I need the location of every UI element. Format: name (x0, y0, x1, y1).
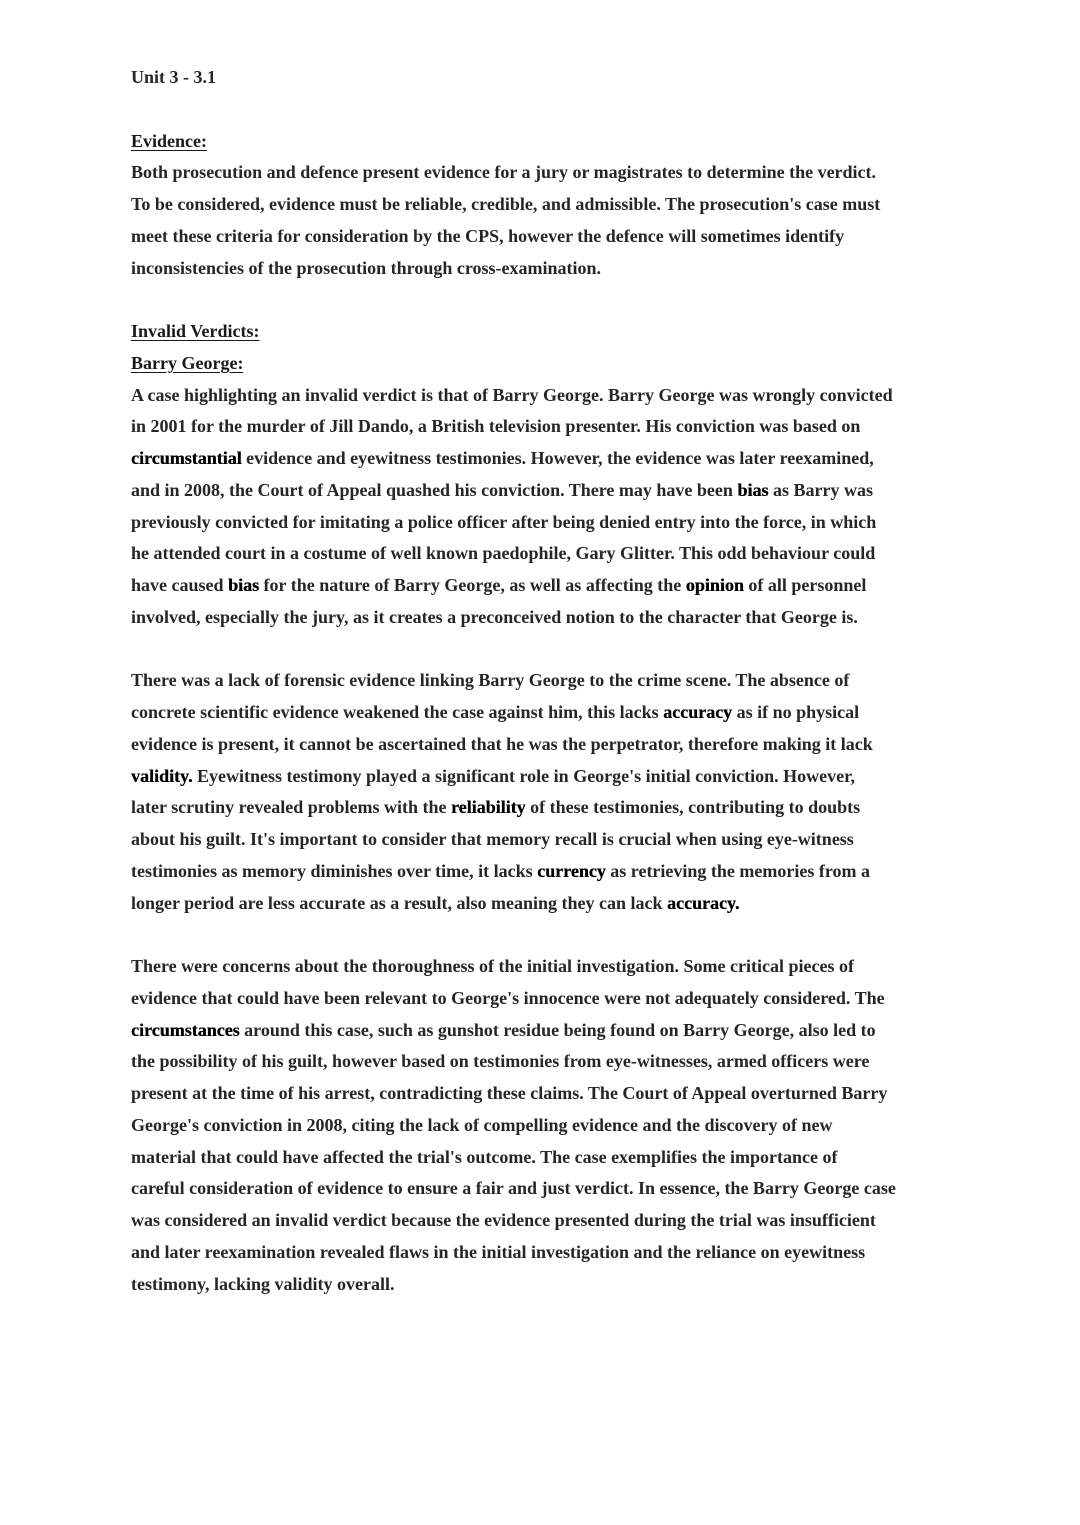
text-run: for the nature of Barry George, as well as affecting the (259, 575, 686, 595)
section-heading: Evidence: (131, 130, 207, 151)
text-run: evidence and eyewitness testimonies. However, the evidence was later reexamined, (241, 448, 874, 468)
text-run: was considered an invalid verdict because the evidence presented during the trial was insufficient (131, 1210, 876, 1230)
spacer (131, 919, 971, 951)
text-run: and in 2008, the Court of Appeal quashed his conviction. There may have been (131, 479, 738, 500)
text-run: of all personnel (743, 575, 867, 595)
text-run: as retrieving the memories from a (605, 860, 871, 881)
text-line (131, 189, 971, 221)
text-line (131, 1046, 971, 1078)
text-run: have caused (131, 575, 229, 595)
emphasized-term: circumstances (131, 1019, 240, 1040)
text-run: Eyewitness testimony played a significant role in George's initial conviction. However, (192, 765, 855, 786)
spacer (131, 94, 971, 126)
text-run: in 2001 for the murder of Jill Dando, a British television presenter. His conviction was based on (131, 416, 861, 437)
emphasized-term: bias (228, 575, 260, 595)
emphasized-term: accuracy. (666, 892, 740, 913)
text-line (131, 1269, 971, 1301)
text-line (131, 983, 971, 1015)
text-line (131, 538, 971, 570)
text-run: as Barry was (768, 479, 873, 500)
text-run: evidence that could have been relevant to George's innocence were not adequately considered. The (131, 987, 885, 1008)
text-line (131, 157, 971, 189)
text-line (131, 475, 971, 507)
text-run: Both prosecution and defence present evidence for a jury or magistrates to determine the verdict. (131, 162, 877, 183)
text-run: about his guilt. It's important to consider that memory recall is crucial when using eye-witness (131, 829, 854, 849)
text-line (131, 888, 971, 920)
text-line (131, 1142, 971, 1174)
spacer (131, 284, 971, 316)
text-line (131, 253, 971, 285)
section-subheading: Barry George: (131, 352, 244, 373)
text-line (131, 411, 971, 443)
text-run: of these testimonies, contributing to doubts (525, 797, 861, 818)
text-line (131, 792, 971, 824)
section-heading: Invalid Verdicts: (131, 321, 260, 341)
unit-title: Unit 3 - 3.1 (131, 67, 216, 87)
text-line (131, 380, 971, 412)
text-line (131, 443, 971, 475)
text-line (131, 1237, 971, 1269)
text-run: evidence is present, it cannot be ascertained that he was the perpetrator, therefore making it lack (131, 733, 873, 754)
text-run: involved, especially the jury, as it creates a preconceived notion to the character that George is. (131, 606, 858, 627)
text-run: around this case, such as gunshot residue being found on Barry George, also led to (239, 1019, 876, 1040)
text-run: and later reexamination revealed flaws in the initial investigation and the reliance on eyewitness (131, 1241, 866, 1262)
document-page (131, 62, 971, 1300)
text-run: testimony, lacking validity overall. (131, 1273, 395, 1294)
emphasized-term: validity. (131, 765, 193, 786)
text-line (131, 507, 971, 539)
text-run: previously convicted for imitating a police officer after being denied entry into the force, in which (131, 511, 877, 532)
text-run: There were concerns about the thoroughness of the initial investigation. Some critical pieces of (131, 956, 854, 976)
text-run: George's conviction in 2008, citing the lack of compelling evidence and the discovery of new (131, 1114, 833, 1135)
text-run: longer period are less accurate as a result, also meaning they can lack (131, 892, 667, 913)
text-run: concrete scientific evidence weakened the case against him, this lacks (131, 702, 664, 722)
paragraph (131, 665, 971, 919)
text-run: testimonies as memory diminishes over time, it lacks (131, 860, 538, 881)
emphasized-term: bias (737, 479, 769, 500)
text-line (131, 1205, 971, 1237)
text-line (131, 1173, 971, 1205)
text-run: the possibility of his guilt, however based on testimonies from eye-witnesses, armed officers were (131, 1051, 870, 1072)
text-run: as if no physical (732, 702, 860, 722)
section (131, 126, 971, 285)
text-line (131, 824, 971, 856)
text-run: careful consideration of evidence to ensure a fair and just verdict. In essence, the Barry George case (131, 1178, 896, 1199)
text-line (131, 856, 971, 888)
emphasized-term: currency (537, 860, 606, 881)
text-run: material that could have affected the trial's outcome. The case exemplifies the importance of (131, 1146, 838, 1167)
emphasized-term: opinion (685, 575, 744, 595)
document-body (131, 126, 971, 1301)
text-line (131, 951, 971, 983)
text-run: To be considered, evidence must be reliable, credible, and admissible. The prosecution's case must (131, 194, 881, 214)
text-run: later scrutiny revealed problems with the (131, 797, 451, 818)
emphasized-term: reliability (450, 797, 526, 818)
paragraph (131, 380, 971, 634)
paragraph (131, 951, 971, 1300)
text-line (131, 697, 971, 729)
text-run: There was a lack of forensic evidence linking Barry George to the crime scene. The absence of (131, 670, 850, 691)
paragraph (131, 157, 971, 284)
text-run: inconsistencies of the prosecution through cross-examination. (131, 257, 602, 278)
text-line (131, 1015, 971, 1047)
text-line (131, 602, 971, 634)
text-line (131, 761, 971, 793)
text-line (131, 570, 971, 602)
emphasized-term: accuracy (663, 702, 733, 722)
text-run: present at the time of his arrest, contradicting these claims. The Court of Appeal overturned Barry (131, 1083, 888, 1103)
text-line (131, 665, 971, 697)
text-line (131, 1078, 971, 1110)
emphasized-term: circumstantial (131, 448, 242, 468)
text-run: meet these criteria for consideration by the CPS, however the defence will sometimes identify (131, 225, 845, 246)
text-run: he attended court in a costume of well known paedophile, Gary Glitter. This odd behaviour could (131, 543, 876, 564)
section (131, 316, 971, 1300)
spacer (131, 634, 971, 666)
text-line (131, 221, 971, 253)
text-run: A case highlighting an invalid verdict is that of Barry George. Barry George was wrongly convicted (131, 384, 893, 405)
text-line (131, 729, 971, 761)
text-line (131, 1110, 971, 1142)
